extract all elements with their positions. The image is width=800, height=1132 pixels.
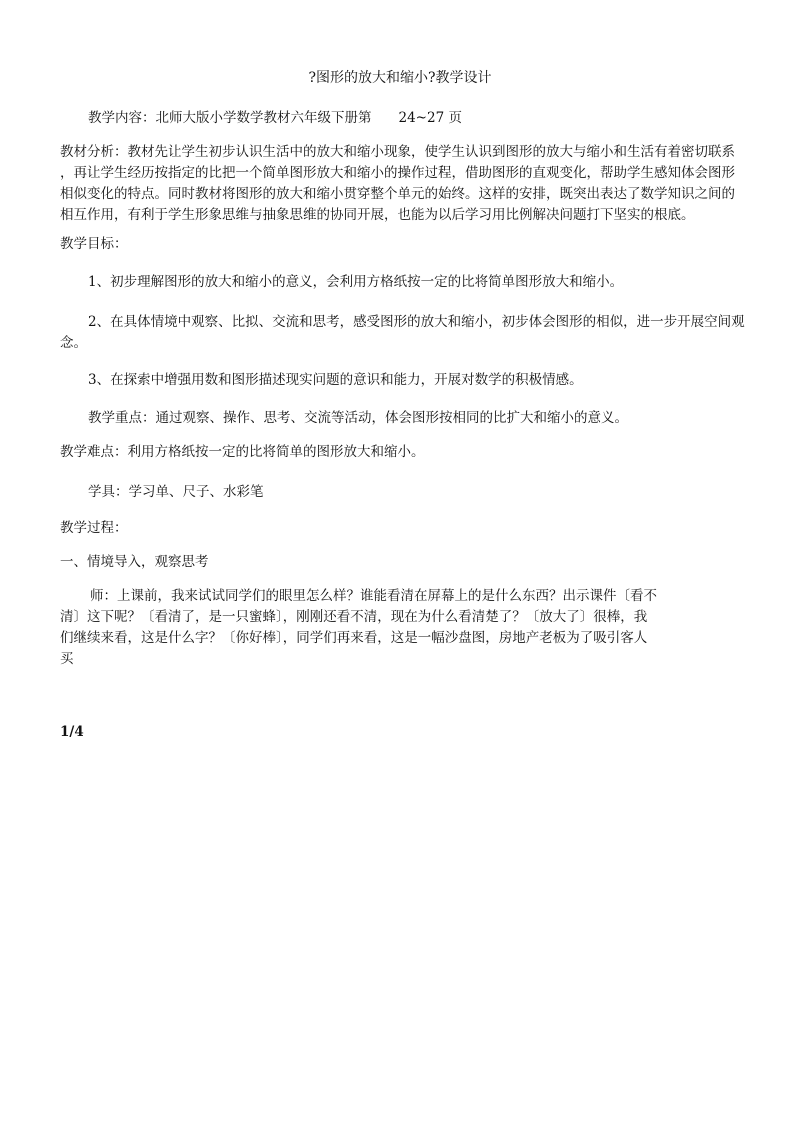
key-point: 教学重点：通过观察、操作、思考、交流等活动，体会图形按相同的比扩大和缩小的意义。 bbox=[88, 410, 628, 426]
dialogue-line: 师：上课前，我来试试同学们的眼里怎么样？谁能看清在屏幕上的是什么东西？出示课件〔看不 bbox=[90, 588, 657, 604]
page-number: 1/4 bbox=[60, 724, 84, 740]
goal-1: 1、初步理解图形的放大和缩小的意义，会利用方格纸按一定的比将简单图形放大和缩小。 bbox=[88, 274, 624, 290]
goal-2-line: 2、在具体情境中观察、比拟、交流和思考，感受图形的放大和缩小，初步体会图形的相似，进一步开展空间观 bbox=[88, 314, 745, 330]
document-title: ?图形的放大和缩小?教学设计 bbox=[308, 70, 492, 86]
goal-2 bbox=[60, 312, 745, 354]
analysis-line: 教材分析：教材先让学生初步认识生活中的放大和缩小现象，使学生认识到图形的放大与缩小和生活有着密切联系 bbox=[60, 144, 735, 160]
dialogue-line: 买 bbox=[60, 651, 74, 667]
analysis-line: ，再让学生经历按指定的比把一个简单图形放大和缩小的操作过程，借助图形的直观变化，帮助学生感知体会图形 bbox=[60, 165, 735, 181]
section-1-heading: 一、情境导入，观察思考 bbox=[60, 554, 209, 570]
goal-3: 3、在探索中增强用数和图形描述现实问题的意识和能力，开展对数学的积极情感。 bbox=[88, 372, 583, 388]
analysis-line: 相互作用，有利于学生形象思维与抽象思维的协同开展，也能为以后学习用比例解决问题打下坚实的根底。 bbox=[60, 207, 695, 223]
analysis-line: 相似变化的特点。同时教材将图形的放大和缩小贯穿整个单元的始终。这样的安排，既突出表达了数学知识之间的 bbox=[60, 186, 735, 202]
textbook-analysis-paragraph bbox=[60, 142, 735, 226]
goals-heading: 教学目标： bbox=[60, 236, 128, 252]
dialogue-line: 们继续来看，这是什么字？〔你好棒〕，同学们再来看，这是一幅沙盘图，房地产老板为了吸引客人 bbox=[60, 630, 648, 646]
process-heading: 教学过程： bbox=[60, 520, 128, 536]
dialogue-line: 清〕这下呢？〔看清了，是一只蜜蜂〕，刚刚还看不清，现在为什么看清楚了？〔放大了〕很棒，我 bbox=[60, 609, 648, 625]
difficulty: 教学难点：利用方格纸按一定的比将简单的图形放大和缩小。 bbox=[60, 444, 425, 460]
teaching-content-line: 教学内容：北师大版小学数学教材六年级下册第 24~27 页 bbox=[88, 110, 462, 126]
dialogue-paragraph bbox=[60, 586, 657, 670]
learning-tools: 学具：学习单、尺子、水彩笔 bbox=[88, 484, 264, 500]
goal-2-line: 念。 bbox=[60, 335, 87, 351]
